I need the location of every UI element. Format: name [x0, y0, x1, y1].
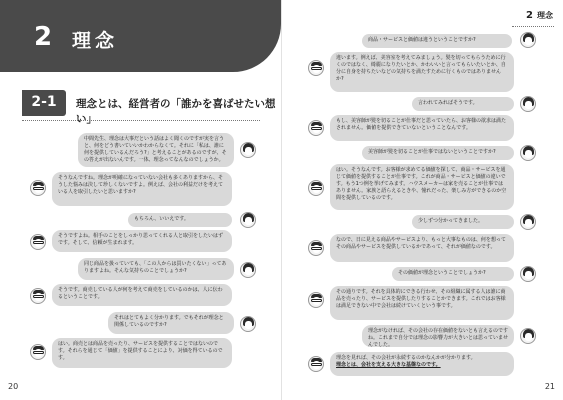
- woman-avatar-icon: [520, 328, 536, 344]
- chapter-title: 理念: [72, 30, 119, 52]
- chapter-header-band: [0, 0, 281, 72]
- dialogue-bubble: そうです。商売している人が何を考えて商売をしているのかは、人に伝わるということです。: [52, 284, 232, 306]
- dialogue-bubble: 中間先生、理念は大事だという話はよく聞くのですが実を言うと、何をどう書いていいかわからなくて。それに「私は、誰に何を提供しているんだろう?」と考えることがあるのですが、その答えが出ないんです。一体、理念ってなんなのでしょうか。: [78, 133, 234, 167]
- woman-avatar-icon: [520, 214, 536, 230]
- man-avatar-icon: [308, 240, 324, 256]
- dialogue-bubble: それはとてもよく分かります。でもそれが理念と関係しているのですか?: [108, 312, 234, 334]
- section-divider: [22, 120, 260, 121]
- dialogue-text: 理念を見れば、その会社が永続するのかなんかが分かります。: [336, 355, 476, 361]
- dialogue-bubble: 美容師が髪を切ることが仕事ではないということですか?: [362, 146, 514, 160]
- dialogue-bubble: なので、日に見える商品やサービスより、もっと大事なものは、何を想ってその商品やサービスを提供しているかであって、それが価値なのです。: [330, 234, 514, 262]
- dialogue-bubble: 理念がなければ、その会社の存在価値をないとも言えるのですね。これまで自分では理念の影響力が大きいとは思っていませんでした。: [362, 325, 514, 347]
- woman-avatar-icon: [240, 142, 256, 158]
- man-avatar-icon: [30, 344, 46, 360]
- man-avatar-icon: [308, 120, 324, 136]
- right-page: [282, 0, 563, 400]
- man-avatar-icon: [308, 292, 324, 308]
- dialogue-bubble: もちろん、いいえです。: [128, 213, 232, 227]
- dialogue-bubble: はい。そうなんです。お客様が求めてる価値を探して、商品・サービスを通じて価値を提供することが仕事です。これが商品・サービスと価値の違いです。もう1つ例を挙げてみます。ハウスメーカーは家を売ることが仕事ではありません。家族と語らえるときや、憧れだった、楽しみ方ができるのか空間を提供しているのです。: [330, 164, 514, 210]
- dialogue-bubble: 少しずつ分かってきました。: [412, 215, 514, 229]
- dialogue-bubble: その価値が理念ということでしょうか?: [392, 267, 514, 281]
- running-head-number: 2: [526, 10, 533, 21]
- man-avatar-icon: [30, 288, 46, 304]
- man-avatar-icon: [308, 60, 324, 76]
- section-number-box: [22, 90, 66, 116]
- dialogue-bubble: 言われてみればそうです。: [412, 97, 514, 111]
- left-page: [0, 0, 281, 400]
- woman-avatar-icon: [520, 96, 536, 112]
- emphasis-text: 理念とは、会社を支える大きな基盤なのです。: [336, 362, 441, 368]
- dialogue-bubble-final: [330, 352, 514, 376]
- woman-avatar-icon: [520, 266, 536, 282]
- page-number-right: 21: [544, 382, 555, 391]
- dialogue-bubble: 違います。例えば、美容室を考えてみましょう。髪を切ってもらうために行くのではなく、綺麗になりたいとか、かわいいと言ってもらいたいとか、自分に自身を持ちたいなどの気持ちを満たすために行くものではありませんか?: [330, 52, 514, 92]
- dialogue-bubble: 同じ商品を扱っていても、「この人からは買いたくない」ってありますよね。そんな気持ちのことでしょうか?: [78, 258, 234, 280]
- page-number-left: 20: [8, 382, 19, 391]
- section-number: 2-1: [31, 94, 57, 110]
- man-avatar-icon: [30, 180, 46, 196]
- man-avatar-icon: [308, 180, 324, 196]
- woman-avatar-icon: [240, 316, 256, 332]
- dialogue-bubble: その通りです。それを具体的にできる行わせ、その組織に属する人は誰に商品を売ったり、サービスを提供したりすることかできます。これではお客様は満足できない中で会社は続けていくという事です。: [330, 286, 514, 320]
- running-head: [526, 10, 553, 21]
- man-avatar-icon: [308, 356, 324, 372]
- section-title: 理念とは、経営者の「誰かを喜ばせたい想い」: [76, 98, 276, 125]
- woman-avatar-icon: [240, 262, 256, 278]
- chapter-number: 2: [34, 22, 53, 52]
- dialogue-bubble: はい。商売とは商品を売ったり、サービスを提供することではないのです。それらを通じて「価値」を提供することにより、対価を得ているのです。: [52, 338, 232, 368]
- woman-avatar-icon: [240, 212, 256, 228]
- dialogue-bubble: 商品・サービスと価値は違うということですか?: [362, 34, 512, 48]
- running-head-rule: [512, 26, 554, 27]
- woman-avatar-icon: [520, 145, 536, 161]
- running-head-title: 理念: [537, 11, 553, 20]
- dialogue-bubble: そうですよね。相手のことをしっかり思ってくれる人と取引をしたいはずです。そして、信頼が生まれます。: [52, 230, 232, 252]
- dialogue-bubble: そうなんですね。理念が明確になっていない会社も多くありますから、そうした悩みは決して珍しくないですよ。例えば、会社の利益だけを考えている人を取引したいと思いますか?: [52, 172, 232, 206]
- man-avatar-icon: [30, 234, 46, 250]
- dialogue-bubble: もし、美容師が髪を切ることが仕事だと思っていたら、お客様の欲求は満たされません。価値を提供できていないということなんです。: [330, 115, 514, 141]
- woman-avatar-icon: [520, 32, 536, 48]
